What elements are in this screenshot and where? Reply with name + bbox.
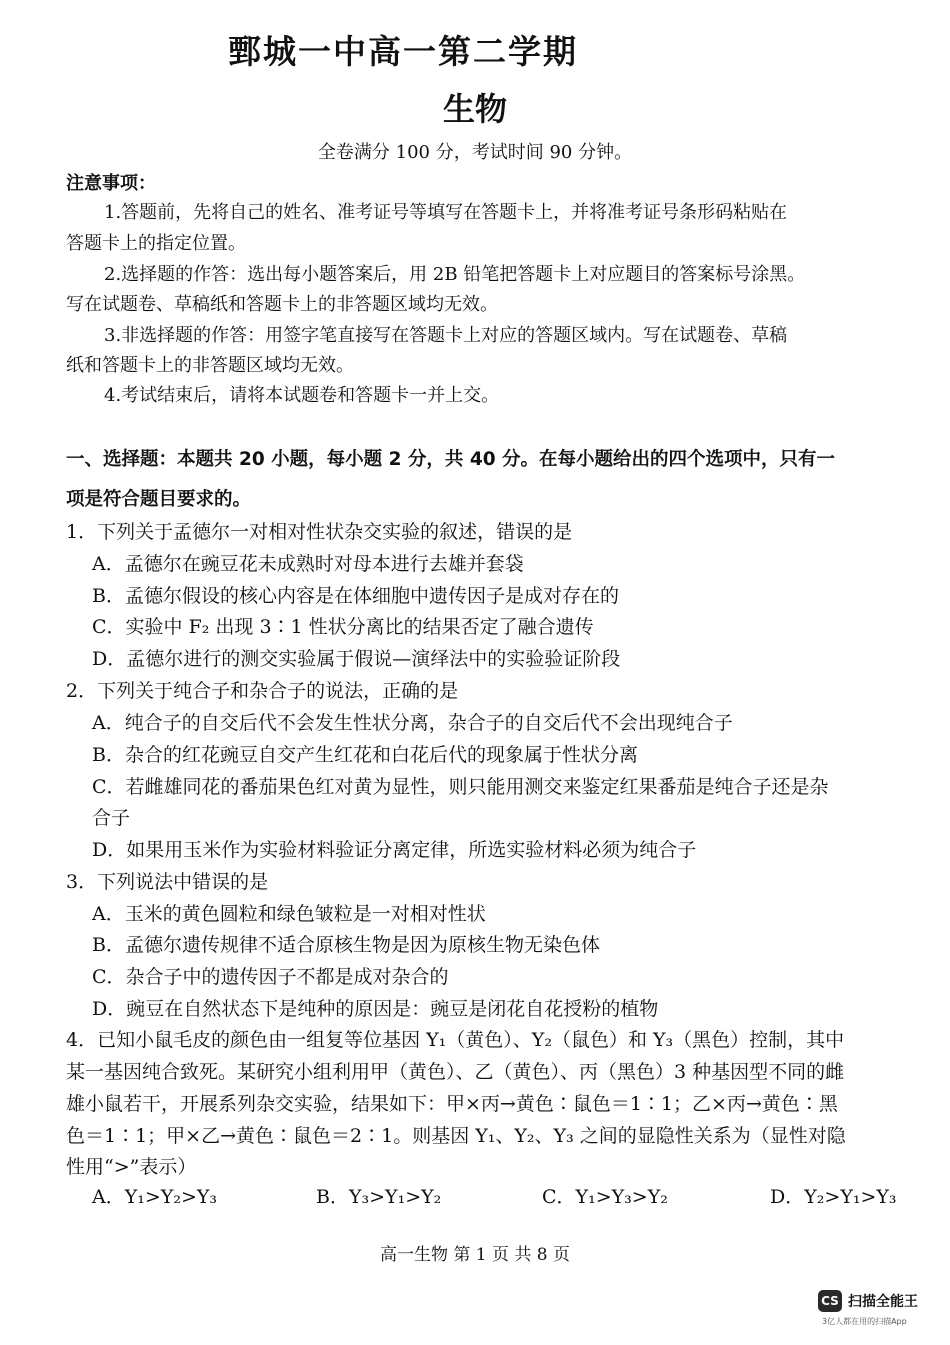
camscanner-logo-icon: CS [818,1290,842,1312]
notice-line: 1.答题前，先将自己的姓名、准考证号等填写在答题卡上，并将准考证号条形码粘贴在 [104,202,788,223]
question-4-option-d: D．Y₂>Y₁>Y₃ [770,1186,897,1208]
question-3-option-b: B．孟德尔遗传规律不适合原核生物是因为原核生物无染色体 [92,934,600,956]
notice-line: 答题卡上的指定位置。 [66,233,246,254]
section-heading-cont: 项是符合题目要求的。 [66,489,252,510]
watermark-name: 扫描全能王 [848,1294,918,1310]
question-2-option-c: C．若雌雄同花的番茄果色红对黄为显性，则只能用测交来鉴定红果番茄是纯合子还是杂 [92,776,829,798]
question-1-option-b: B．孟德尔假设的核心内容是在体细胞中遗传因子是成对存在的 [92,585,619,607]
question-1-stem: 1．下列关于孟德尔一对相对性状杂交实验的叙述，错误的是 [66,521,573,543]
question-4-option-b: B．Y₃>Y₁>Y₂ [316,1186,442,1208]
question-1-option-c: C．实验中 F₂ 出现 3∶1 性状分离比的结果否定了融合遗传 [92,616,594,638]
question-1-option-d: D．孟德尔进行的测交实验属于假说—演绎法中的实验验证阶段 [92,648,621,670]
question-2-option-c-cont: 合子 [92,807,131,829]
question-1-option-a: A．孟德尔在豌豆花未成熟时对母本进行去雄并套袋 [92,553,524,575]
exam-meta: 全卷满分 100 分，考试时间 90 分钟。 [317,142,633,163]
question-2-option-b: B．杂合的红花豌豆自交产生红花和白花后代的现象属于性状分离 [92,744,638,766]
subject-title: 生物 [442,90,507,128]
question-4-stem-cont: 某一基因纯合致死。某研究小组利用甲（黄色）、乙（黄色）、丙（黑色）3 种基因型不同的雌 [66,1061,845,1083]
question-4-stem-cont: 色＝1∶1；甲×乙→黄色∶鼠色＝2∶1。则基因 Y₁、Y₂、Y₃ 之间的显隐性关系为（显性对隐 [66,1125,846,1147]
question-3-option-c: C．杂合子中的遗传因子不都是成对杂合的 [92,966,449,988]
question-2-option-a: A．纯合子的自交后代不会发生性状分离，杂合子的自交后代不会出现纯合子 [92,712,733,734]
question-4-option-c: C．Y₁>Y₃>Y₂ [542,1186,668,1208]
question-2-option-d: D．如果用玉米作为实验材料验证分离定律，所选实验材料必须为纯合子 [92,839,697,861]
section-heading: 一、选择题：本题共 20 小题，每小题 2 分，共 40 分。在每小题给出的四个选项中，只有一 [66,449,836,470]
question-4-stem-cont: 雄小鼠若干，开展系列杂交实验，结果如下：甲×丙→黄色∶鼠色＝1∶1；乙×丙→黄色∶黑 [66,1093,838,1115]
question-4-option-a: A．Y₁>Y₂>Y₃ [92,1186,218,1208]
exam-title: 鄄城一中高一第二学期 [228,32,578,71]
notice-line: 2.选择题的作答：选出每小题答案后，用 2B 铅笔把答题卡上对应题目的答案标号涂黑。 [104,264,806,285]
notice-line: 4.考试结束后，请将本试题卷和答题卡一并上交。 [104,385,500,406]
question-4-stem: 4．已知小鼠毛皮的颜色由一组复等位基因 Y₁（黄色）、Y₂（鼠色）和 Y₃（黑色）控制，其中 [66,1029,845,1051]
notice-line: 纸和答题卡上的非答题区域均无效。 [66,355,354,376]
question-3-stem: 3．下列说法中错误的是 [66,871,269,893]
question-4-stem-cont: 性用“>”表示） [66,1156,197,1178]
question-3-option-a: A．玉米的黄色圆粒和绿色皱粒是一对相对性状 [92,903,486,925]
watermark-tagline: 3亿人都在用的扫描App [822,1317,907,1326]
question-3-option-d: D．豌豆在自然状态下是纯种的原因是：豌豆是闭花自花授粉的植物 [92,998,659,1020]
notice-heading: 注意事项： [66,173,156,194]
page-footer: 高一生物 第 1 页 共 8 页 [379,1245,571,1265]
question-2-stem: 2．下列关于纯合子和杂合子的说法，正确的是 [66,680,459,702]
notice-line: 3.非选择题的作答：用签字笔直接写在答题卡上对应的答题区域内。写在试题卷、草稿 [104,325,788,346]
notice-line: 写在试题卷、草稿纸和答题卡上的非答题区域均无效。 [66,294,498,315]
scanner-watermark [818,1290,938,1330]
